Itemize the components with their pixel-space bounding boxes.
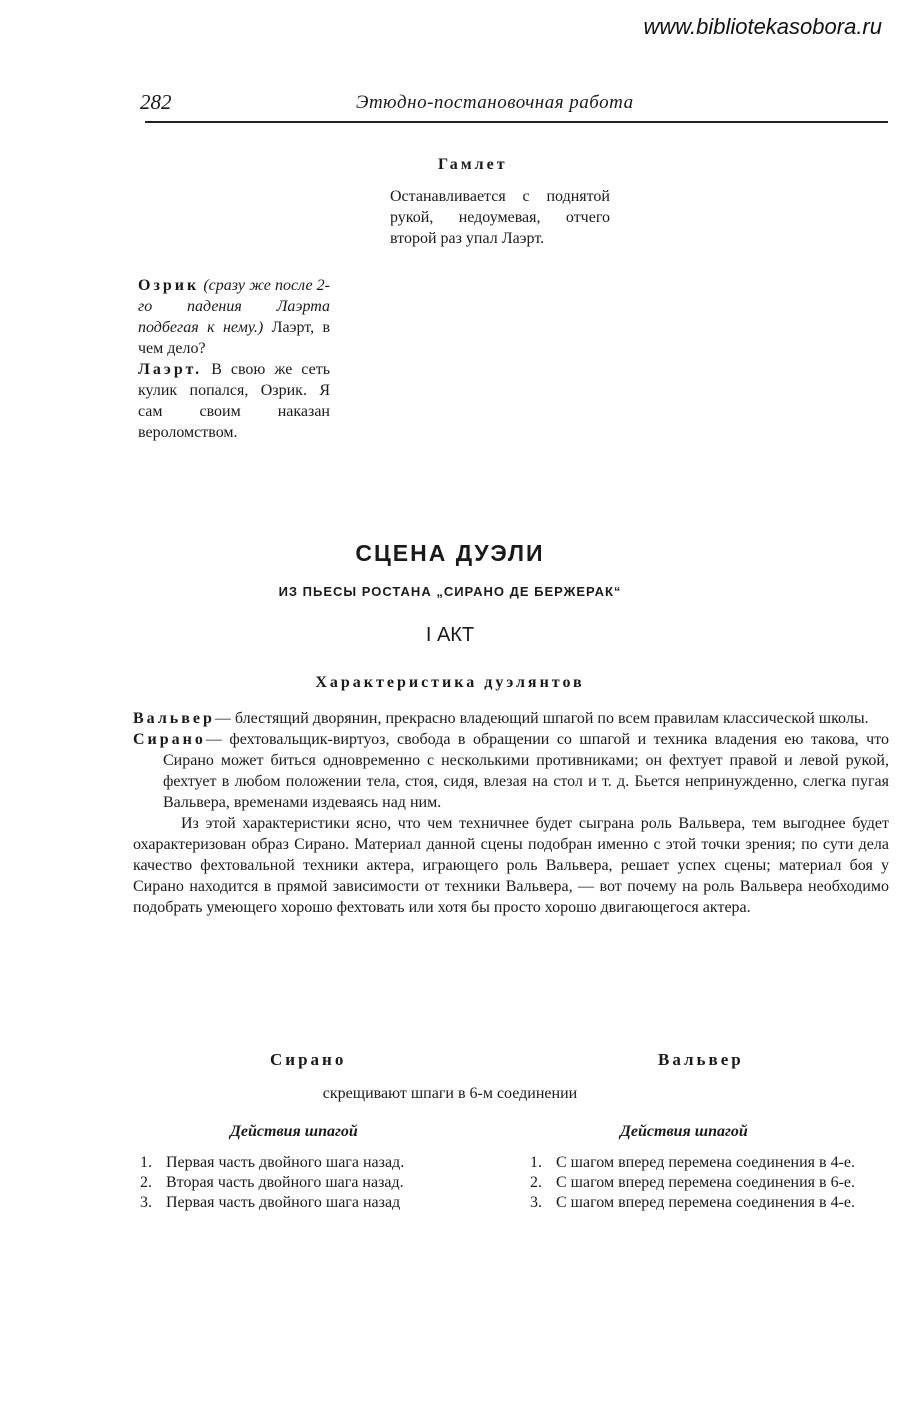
sirano-description (133, 729, 889, 813)
list-item: 2. С шагом вперед перемена соединения в 6-е. (530, 1174, 856, 1191)
watermark: www.bibliotekasobora.ru (643, 14, 882, 39)
sirano-actions-list (140, 1153, 500, 1213)
osric-block (138, 275, 330, 359)
hamlet-stage-direction: Останавливается с поднятой рукой, недоумевая, отчего второй раз упал Лаэрт. (390, 188, 610, 247)
act-heading: I АКТ (425, 624, 475, 646)
analysis-paragraph: Из этой характеристики ясно, что чем техничнее будет сыграна роль Вальвера, тем выгоднее будет охарактеризован образ Сирано. Материал данной сцены подобран именно с этой точки зрения; по сути дела качество фехтовальной техники актера, играющего роль Вальвера, решает успех сцены; материал боя у Сирано находится в прямой зависимости от техники Вальвера, — вот почему на роль Вальвера необходимо подобрать умеющего хорошо фехтовать или хотя бы просто хорошо двигающегося актера. (133, 815, 889, 916)
valver-text: — блестящий дворянин, прекрасно владеющий шпагой по всем правилам классической школы. (214, 710, 869, 727)
page-number: 282 (140, 90, 172, 114)
sirano-name: Сирано (133, 731, 206, 748)
list-item: 1. С шагом вперед перемена соединения в 4-е. (530, 1154, 856, 1171)
column-heading-valver: Вальвер (658, 1050, 744, 1069)
scene-subtitle: ИЗ ПЬЕСЫ РОСТАНА „СИРАНО ДЕ БЕРЖЕРАК“ (278, 584, 622, 599)
actions-heading-right: Действия шпагой (620, 1123, 748, 1140)
dialogue-column (138, 275, 330, 443)
laertes-block (138, 359, 330, 443)
list-item: 1. Первая часть двойного шага назад. (140, 1154, 405, 1171)
column-heading-sirano: Сирано (270, 1050, 347, 1069)
crossing-direction: скрещивают шпаги в 6-м соединении (322, 1085, 578, 1102)
sirano-text: — фехтовальщик-виртуоз, свобода в обращении со шпагой и техника владения ею такова, что Сирано может биться одновременно с несколькими противниками; он фехтует правой и левой рукой, фехтует в любом положении тела, стоя, сидя, влезая на стол и т. д. Бьется непринужденно, слегка пугая Вальвера, временами издеваясь над ним. (163, 731, 889, 811)
actions-heading-left: Действия шпагой (230, 1123, 358, 1140)
scene-title: СЦЕНА ДУЭЛИ (355, 540, 545, 566)
list-item: 3. С шагом вперед перемена соединения в 4-е. (530, 1194, 856, 1211)
speaker-osric: Озрик (138, 277, 200, 294)
running-title: Этюдно-постановочная работа (356, 92, 634, 113)
characteristics-body (133, 708, 889, 918)
header-rule (145, 121, 888, 123)
speaker-laertes: Лаэрт. (138, 361, 203, 378)
characteristics-heading: Характеристика дуэлянтов (315, 674, 585, 691)
laertes-line: В свою же сеть кулик попался, Озрик. Я сам своим наказан вероломством. (138, 361, 330, 441)
valver-name: Вальвер (133, 710, 215, 727)
valver-description (133, 708, 889, 729)
speaker-hamlet: Гамлет (438, 156, 508, 173)
osric-line: Лаэрт, в чем дело? (138, 319, 331, 357)
osric-stage-direction: (сразу же после 2-го падения Лаэрта подбегая к нему.) (138, 277, 330, 336)
list-item: 2. Вторая часть двойного шага назад. (140, 1174, 404, 1191)
valver-actions-list (530, 1153, 888, 1213)
list-item: 3. Первая часть двойного шага назад (140, 1194, 401, 1211)
